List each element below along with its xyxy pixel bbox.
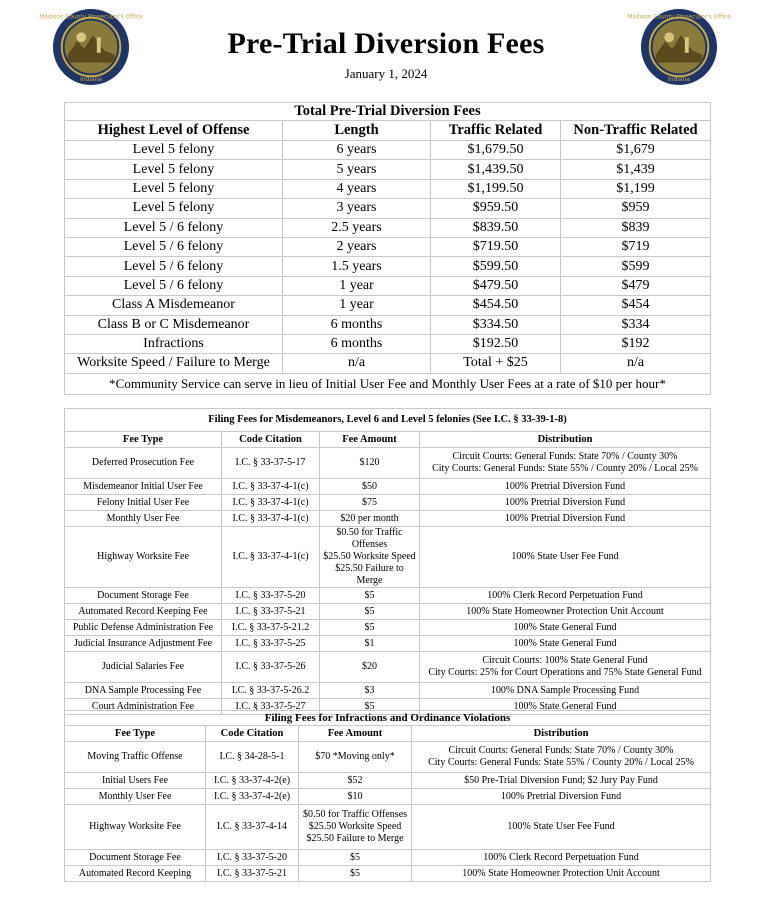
code-citation-cell: I.C. § 33-37-5-20 — [222, 588, 320, 604]
fee-type-cell: Document Storage Fee — [65, 588, 222, 604]
table-cell: $1,439.50 — [431, 160, 561, 179]
column-header: Traffic Related — [431, 121, 561, 141]
fee-amount-cell — [320, 588, 420, 604]
fee-type-cell: Automated Record Keeping — [65, 866, 206, 882]
column-header: Distribution — [420, 432, 711, 448]
fee-amount-cell — [299, 773, 412, 789]
code-citation-cell: I.C. § 33-37-5-17 — [222, 448, 320, 479]
distribution-line: City Courts: 25% for Court Operations and 75% State General Fund — [428, 667, 702, 678]
column-header: Code Citation — [206, 726, 299, 742]
table-cell: $1,439 — [561, 160, 711, 179]
table-cell: $192 — [561, 334, 711, 353]
header-row — [65, 121, 711, 141]
column-header: Fee Type — [65, 726, 206, 742]
table-row — [65, 866, 711, 882]
fee-amount-line: $5 — [364, 621, 375, 633]
code-citation-cell: I.C. § 33-37-5-25 — [222, 636, 320, 652]
code-citation-cell: I.C. § 33-37-4-2(e) — [206, 773, 299, 789]
table-row — [65, 479, 711, 495]
fee-amount-cell — [299, 866, 412, 882]
community-service-note: *Community Service can serve in lieu of Initial User Fee and Monthly User Fees at a rate of $10 per hour* — [65, 373, 711, 394]
table-row — [65, 527, 711, 588]
table-row — [65, 850, 711, 866]
table-row — [65, 789, 711, 805]
fee-amount-line: $0.50 for Traffic Offenses — [302, 809, 408, 820]
fee-type-cell: Moving Traffic Offense — [65, 742, 206, 773]
code-citation-cell: I.C. § 33-37-5-27 — [222, 699, 320, 715]
table-cell: Level 5 felony — [65, 199, 283, 218]
distribution-cell — [420, 683, 711, 699]
total-fees-table — [64, 102, 711, 395]
fee-amount-cell — [299, 850, 412, 866]
table-row — [65, 604, 711, 620]
table-row — [65, 218, 711, 237]
distribution-line: 100% Clerk Record Perpetuation Fund — [483, 851, 639, 863]
fee-amount-line: $50 — [362, 480, 377, 492]
code-citation-cell: I.C. § 33-37-4-1(c) — [222, 495, 320, 511]
table-cell: $839 — [561, 218, 711, 237]
fee-amount-line: $25.50 Worksite Speed — [308, 821, 402, 832]
fee-type-cell: Court Administration Fee — [65, 699, 222, 715]
code-citation-cell: I.C. § 33-37-5-20 — [206, 850, 299, 866]
table-row — [65, 683, 711, 699]
fee-amount-cell — [320, 683, 420, 699]
distribution-cell — [412, 805, 711, 850]
fee-amount-line: $5 — [350, 851, 360, 863]
fee-type-cell: Initial Users Fee — [65, 773, 206, 789]
fee-type-cell: Monthly User Fee — [65, 511, 222, 527]
table-cell: Level 5 / 6 felony — [65, 218, 283, 237]
table-cell: Class B or C Misdemeanor — [65, 315, 283, 334]
table-cell: $1,199 — [561, 179, 711, 198]
header-row — [65, 432, 711, 448]
distribution-cell — [420, 527, 711, 588]
fee-amount-cell — [320, 448, 420, 479]
distribution-line: $50 Pre-Trial Diversion Fund; $2 Jury Pay Fund — [464, 774, 658, 786]
page-title: Pre-Trial Diversion Fees — [227, 27, 545, 60]
table-cell: $454 — [561, 296, 711, 315]
distribution-cell — [420, 479, 711, 495]
column-header: Distribution — [412, 726, 711, 742]
table-row — [65, 588, 711, 604]
distribution-cell — [420, 588, 711, 604]
table-cell: $1,679.50 — [431, 141, 561, 160]
header-row — [65, 726, 711, 742]
table-row — [65, 199, 711, 218]
fee-amount-line: $25.50 Failure to Merge — [335, 563, 404, 586]
fee-amount-line: $3 — [364, 684, 375, 696]
distribution-cell — [420, 511, 711, 527]
column-header: Non-Traffic Related — [561, 121, 711, 141]
fee-amount-line: $5 — [350, 867, 360, 879]
table-cell: $839.50 — [431, 218, 561, 237]
column-header: Length — [283, 121, 431, 141]
table-cell: $1,199.50 — [431, 179, 561, 198]
code-citation-cell: I.C. § 34-28-5-1 — [206, 742, 299, 773]
column-header: Code Citation — [222, 432, 320, 448]
table-caption: Total Pre-Trial Diversion Fees — [65, 103, 711, 121]
table-cell: 1 year — [283, 296, 431, 315]
table-cell: 1.5 years — [283, 257, 431, 276]
table-row — [65, 257, 711, 276]
table-row — [65, 805, 711, 850]
fee-amount-cell — [320, 652, 420, 683]
table-cell: n/a — [561, 354, 711, 373]
table-cell: 6 years — [283, 141, 431, 160]
distribution-line: 100% Pretrial Diversion Fund — [504, 496, 626, 508]
table-cell: Level 5 / 6 felony — [65, 257, 283, 276]
table-cell: $454.50 — [431, 296, 561, 315]
note-row — [65, 373, 711, 394]
fee-amount-line: $5 — [364, 589, 375, 601]
distribution-line: 100% Pretrial Diversion Fund — [504, 512, 626, 524]
fee-amount-line: $70 *Moving only* — [315, 751, 395, 762]
code-citation-cell: I.C. § 33-37-5-26.2 — [222, 683, 320, 699]
distribution-line: 100% State General Fund — [513, 700, 617, 712]
distribution-line: 100% State User Fee Fund — [511, 551, 619, 562]
table-row — [65, 354, 711, 373]
distribution-line: Circuit Courts: General Funds: State 70% / County 30% — [448, 745, 674, 756]
code-citation-cell: I.C. § 33-37-5-26 — [222, 652, 320, 683]
fee-type-cell: Highway Worksite Fee — [65, 527, 222, 588]
fee-amount-cell — [320, 479, 420, 495]
table-row — [65, 620, 711, 636]
table-row — [65, 448, 711, 479]
fee-amount-cell — [320, 511, 420, 527]
fee-amount-line: $25.50 Failure to Merge — [306, 833, 404, 844]
table-cell: $719.50 — [431, 237, 561, 256]
table-cell: Level 5 / 6 felony — [65, 276, 283, 295]
table-cell: 5 years — [283, 160, 431, 179]
distribution-cell — [420, 604, 711, 620]
distribution-line: Circuit Courts: 100% State General Fund — [482, 655, 648, 666]
table-cell: n/a — [283, 354, 431, 373]
fee-amount-line: $1 — [364, 637, 375, 649]
code-citation-cell: I.C. § 33-37-5-21 — [222, 604, 320, 620]
table-cell: $959 — [561, 199, 711, 218]
table-cell: $334 — [561, 315, 711, 334]
fee-amount-line: $5 — [364, 605, 375, 617]
distribution-line: Circuit Courts: General Funds: State 70% / County 30% — [452, 451, 678, 462]
fee-amount-cell — [320, 636, 420, 652]
table-caption: Filing Fees for Misdemeanors, Level 6 and Level 5 felonies (See I.C. § 33-39-1-8) — [65, 409, 711, 432]
fee-type-cell: Deferred Prosecution Fee — [65, 448, 222, 479]
fee-type-cell: Automated Record Keeping Fee — [65, 604, 222, 620]
distribution-cell — [420, 620, 711, 636]
table-row — [65, 315, 711, 334]
table-row — [65, 160, 711, 179]
table-row — [65, 141, 711, 160]
table-cell: $599.50 — [431, 257, 561, 276]
distribution-cell — [420, 636, 711, 652]
table-caption: Filing Fees for Infractions and Ordinance Violations — [65, 711, 711, 726]
fee-amount-line: $20 per month — [340, 512, 399, 524]
fee-type-cell: Document Storage Fee — [65, 850, 206, 866]
table-row — [65, 334, 711, 353]
effective-date: January 1, 2024 — [344, 66, 428, 81]
table-row — [65, 237, 711, 256]
table-row — [65, 276, 711, 295]
table-cell: Class A Misdemeanor — [65, 296, 283, 315]
table-cell: 4 years — [283, 179, 431, 198]
table-row — [65, 511, 711, 527]
distribution-line: 100% DNA Sample Processing Fund — [490, 684, 640, 696]
code-citation-cell: I.C. § 33-37-5-21.2 — [222, 620, 320, 636]
misdemeanor-fees-table — [64, 408, 711, 715]
table-cell: Infractions — [65, 334, 283, 353]
table-cell: Level 5 felony — [65, 179, 283, 198]
code-citation-cell: I.C. § 33-37-5-21 — [206, 866, 299, 882]
table-row — [65, 773, 711, 789]
table-cell: $479.50 — [431, 276, 561, 295]
table-cell: Total + $25 — [431, 354, 561, 373]
seal-bottom-text: Indiana — [668, 77, 690, 84]
fee-amount-cell — [299, 789, 412, 805]
fee-type-cell: Misdemeanor Initial User Fee — [65, 479, 222, 495]
table-row — [65, 296, 711, 315]
fee-amount-line: $120 — [359, 457, 380, 468]
fee-amount-line: $5 — [364, 700, 375, 712]
code-citation-cell: I.C. § 33-37-4-1(c) — [222, 511, 320, 527]
table-caption-row — [65, 409, 711, 432]
table-row — [65, 179, 711, 198]
code-citation-cell: I.C. § 33-37-4-2(e) — [206, 789, 299, 805]
code-citation-cell: I.C. § 33-37-4-14 — [206, 805, 299, 850]
fee-type-cell: Felony Initial User Fee — [65, 495, 222, 511]
table-cell: Level 5 felony — [65, 141, 283, 160]
distribution-cell — [412, 742, 711, 773]
column-header: Highest Level of Offense — [65, 121, 283, 141]
fee-amount-cell — [299, 742, 412, 773]
distribution-line: 100% Pretrial Diversion Fund — [500, 790, 622, 802]
fee-amount-cell — [320, 495, 420, 511]
table-cell: $192.50 — [431, 334, 561, 353]
fee-amount-line: $75 — [362, 496, 377, 508]
code-citation-cell: I.C. § 33-37-4-1(c) — [222, 479, 320, 495]
table-cell: Worksite Speed / Failure to Merge — [65, 354, 283, 373]
fee-amount-line: $20 — [362, 661, 377, 672]
code-citation-cell: I.C. § 33-37-4-1(c) — [222, 527, 320, 588]
table-cell: $959.50 — [431, 199, 561, 218]
table-cell: Level 5 felony — [65, 160, 283, 179]
distribution-cell — [420, 448, 711, 479]
table-row — [65, 636, 711, 652]
table-cell: 3 years — [283, 199, 431, 218]
table-cell: 6 months — [283, 334, 431, 353]
table-cell: $1,679 — [561, 141, 711, 160]
fee-type-cell: Judicial Salaries Fee — [65, 652, 222, 683]
fee-amount-cell — [299, 805, 412, 850]
fee-amount-line: $10 — [347, 790, 363, 802]
fee-amount-cell — [320, 527, 420, 588]
fee-type-cell: Highway Worksite Fee — [65, 805, 206, 850]
fee-type-cell: Monthly User Fee — [65, 789, 206, 805]
distribution-line: 100% State General Fund — [513, 621, 617, 633]
column-header: Fee Amount — [320, 432, 420, 448]
distribution-line: 100% State Homeowner Protection Unit Account — [462, 867, 660, 879]
distribution-line: 100% Clerk Record Perpetuation Fund — [487, 589, 643, 601]
table-cell: 2.5 years — [283, 218, 431, 237]
seal-top-text: Madison County Prosecutor's Office — [39, 14, 143, 21]
distribution-line: City Courts: General Funds: State 55% / County 20% / Local 25% — [428, 757, 694, 768]
seal-top-text: Madison County Prosecutor's Office — [627, 14, 731, 21]
table-row — [65, 495, 711, 511]
table-cell: 1 year — [283, 276, 431, 295]
fee-amount-line: $52 — [347, 774, 363, 786]
table-cell: Level 5 / 6 felony — [65, 237, 283, 256]
fee-amount-cell — [320, 620, 420, 636]
table-cell: $719 — [561, 237, 711, 256]
distribution-cell — [412, 850, 711, 866]
seal-bottom-text: Indiana — [80, 77, 102, 84]
fee-type-cell: Judicial Insurance Adjustment Fee — [65, 636, 222, 652]
table-cell: 6 months — [283, 315, 431, 334]
table-cell: $599 — [561, 257, 711, 276]
fee-type-cell: DNA Sample Processing Fee — [65, 683, 222, 699]
table-caption-row — [65, 103, 711, 121]
distribution-cell — [420, 652, 711, 683]
distribution-cell — [412, 866, 711, 882]
table-row — [65, 652, 711, 683]
fee-amount-cell — [320, 604, 420, 620]
table-row — [65, 742, 711, 773]
distribution-line: City Courts: General Funds: State 55% / County 20% / Local 25% — [432, 463, 698, 474]
fee-type-cell: Public Defense Administration Fee — [65, 620, 222, 636]
column-header: Fee Amount — [299, 726, 412, 742]
distribution-cell — [412, 789, 711, 805]
table-caption-row — [65, 711, 711, 726]
infraction-fees-table — [64, 710, 711, 882]
table-cell: $334.50 — [431, 315, 561, 334]
column-header: Fee Type — [65, 432, 222, 448]
table-cell: 2 years — [283, 237, 431, 256]
distribution-cell — [420, 495, 711, 511]
distribution-cell — [412, 773, 711, 789]
distribution-line: 100% State User Fee Fund — [507, 821, 615, 832]
fee-amount-line: $25.50 Worksite Speed — [323, 551, 416, 562]
distribution-line: 100% State Homeowner Protection Unit Account — [466, 605, 664, 617]
distribution-line: 100% State General Fund — [513, 637, 617, 649]
fee-amount-line: $0.50 for Traffic Offenses — [336, 527, 403, 550]
table-cell: $479 — [561, 276, 711, 295]
distribution-line: 100% Pretrial Diversion Fund — [504, 480, 626, 492]
